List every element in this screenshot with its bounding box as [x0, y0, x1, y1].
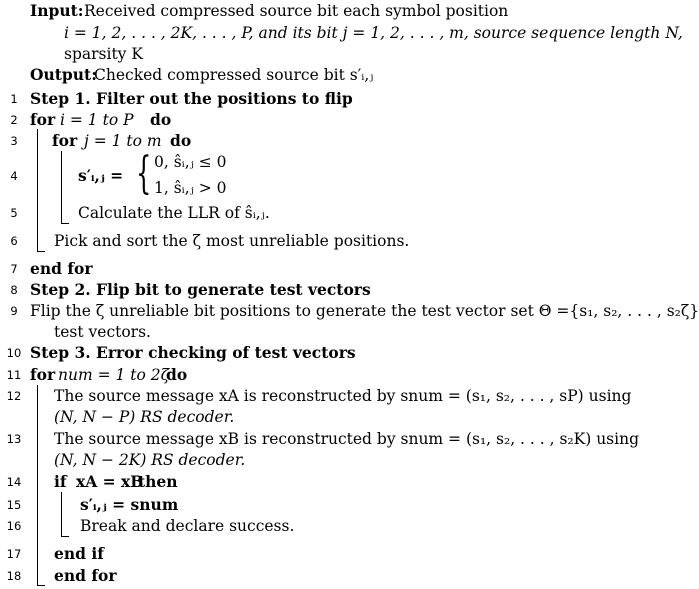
line-number: 6 [10, 234, 18, 248]
case-1: 0, ŝᵢ,ⱼ ≤ 0 [154, 153, 227, 171]
input-text-1: Received compressed source bit each symbol position [84, 2, 509, 20]
input-text-2: i = 1, 2, . . . , 2K, . . . , P, and its bit j = 1, 2, . . . , m, source sequence length N, [64, 24, 683, 42]
output-label: Output: [30, 65, 97, 84]
left-brace: { [136, 148, 152, 199]
statement: Break and declare success. [80, 517, 295, 535]
statement-cont: (N, N − 2K) RS decoder. [54, 451, 246, 469]
line-number: 16 [6, 519, 22, 533]
scope-tick-for-num [37, 585, 45, 586]
keyword-do: do [170, 131, 192, 150]
step-heading: Step 1. Filter out the positions to flip [30, 89, 353, 108]
case-2: 1, ŝᵢ,ⱼ > 0 [154, 179, 227, 197]
condition: xA = xB [76, 472, 144, 491]
keyword-for: for [30, 365, 56, 384]
output-text: Checked compressed source bit s′ᵢ,ⱼ [94, 66, 374, 84]
statement: Calculate the LLR of ŝᵢ,ⱼ. [78, 204, 270, 222]
statement-cont: test vectors. [54, 323, 151, 341]
scope-bar-for-i [37, 129, 38, 251]
line-number: 18 [6, 569, 22, 583]
line-number: 12 [6, 389, 22, 403]
scope-tick-if [61, 536, 69, 537]
line-number: 15 [6, 498, 22, 512]
keyword-end-for: end for [54, 566, 117, 585]
statement: Pick and sort the ζ most unreliable positions. [54, 232, 410, 250]
keyword-if: if [54, 472, 67, 491]
loop-range: num = 1 to 2ζ [58, 366, 170, 384]
line-number: 1 [10, 92, 18, 106]
statement: Flip the ζ unreliable bit positions to generate the test vector set Θ ={s₁, s₂, . . . , s₂ζ} [30, 302, 699, 320]
line-number: 4 [10, 169, 18, 183]
statement: s′ᵢ,ⱼ = snum [80, 495, 179, 514]
step-heading: Step 3. Error checking of test vectors [30, 343, 356, 362]
input-label: Input: [30, 1, 84, 20]
line-number: 3 [10, 134, 18, 148]
scope-tick-for-i [37, 251, 45, 252]
scope-bar-for-j [61, 151, 62, 223]
scope-bar-for-num [37, 385, 38, 585]
loop-range: j = 1 to m [84, 132, 162, 150]
statement-cont: (N, N − P) RS decoder. [54, 408, 235, 426]
scope-bar-if [61, 492, 62, 536]
line-number: 8 [10, 283, 18, 297]
keyword-end-for: end for [30, 259, 93, 278]
line-number: 14 [6, 475, 22, 489]
line-number: 11 [6, 368, 22, 382]
line-number: 10 [6, 346, 22, 360]
keyword-end-if: end if [54, 544, 104, 563]
line-number: 17 [6, 547, 22, 561]
keyword-for: for [30, 110, 56, 129]
line-number: 9 [10, 304, 18, 318]
line-number: 13 [6, 432, 22, 446]
line-number: 2 [10, 113, 18, 127]
loop-range: i = 1 to P [60, 111, 134, 129]
scope-tick-for-j [61, 223, 69, 224]
keyword-for: for [52, 131, 78, 150]
input-text-3: sparsity K [64, 45, 143, 63]
keyword-then: then [138, 472, 178, 491]
keyword-do: do [150, 110, 172, 129]
equation-lhs: s′ᵢ,ⱼ = [78, 166, 124, 185]
step-heading: Step 2. Flip bit to generate test vectors [30, 280, 371, 299]
statement: The source message xA is reconstructed by snum = (s₁, s₂, . . . , sP) using [54, 387, 632, 405]
line-number: 5 [10, 206, 18, 220]
line-number: 7 [10, 262, 18, 276]
keyword-do: do [166, 365, 188, 384]
statement: The source message xB is reconstructed by snum = (s₁, s₂, . . . , s₂K) using [54, 430, 639, 448]
